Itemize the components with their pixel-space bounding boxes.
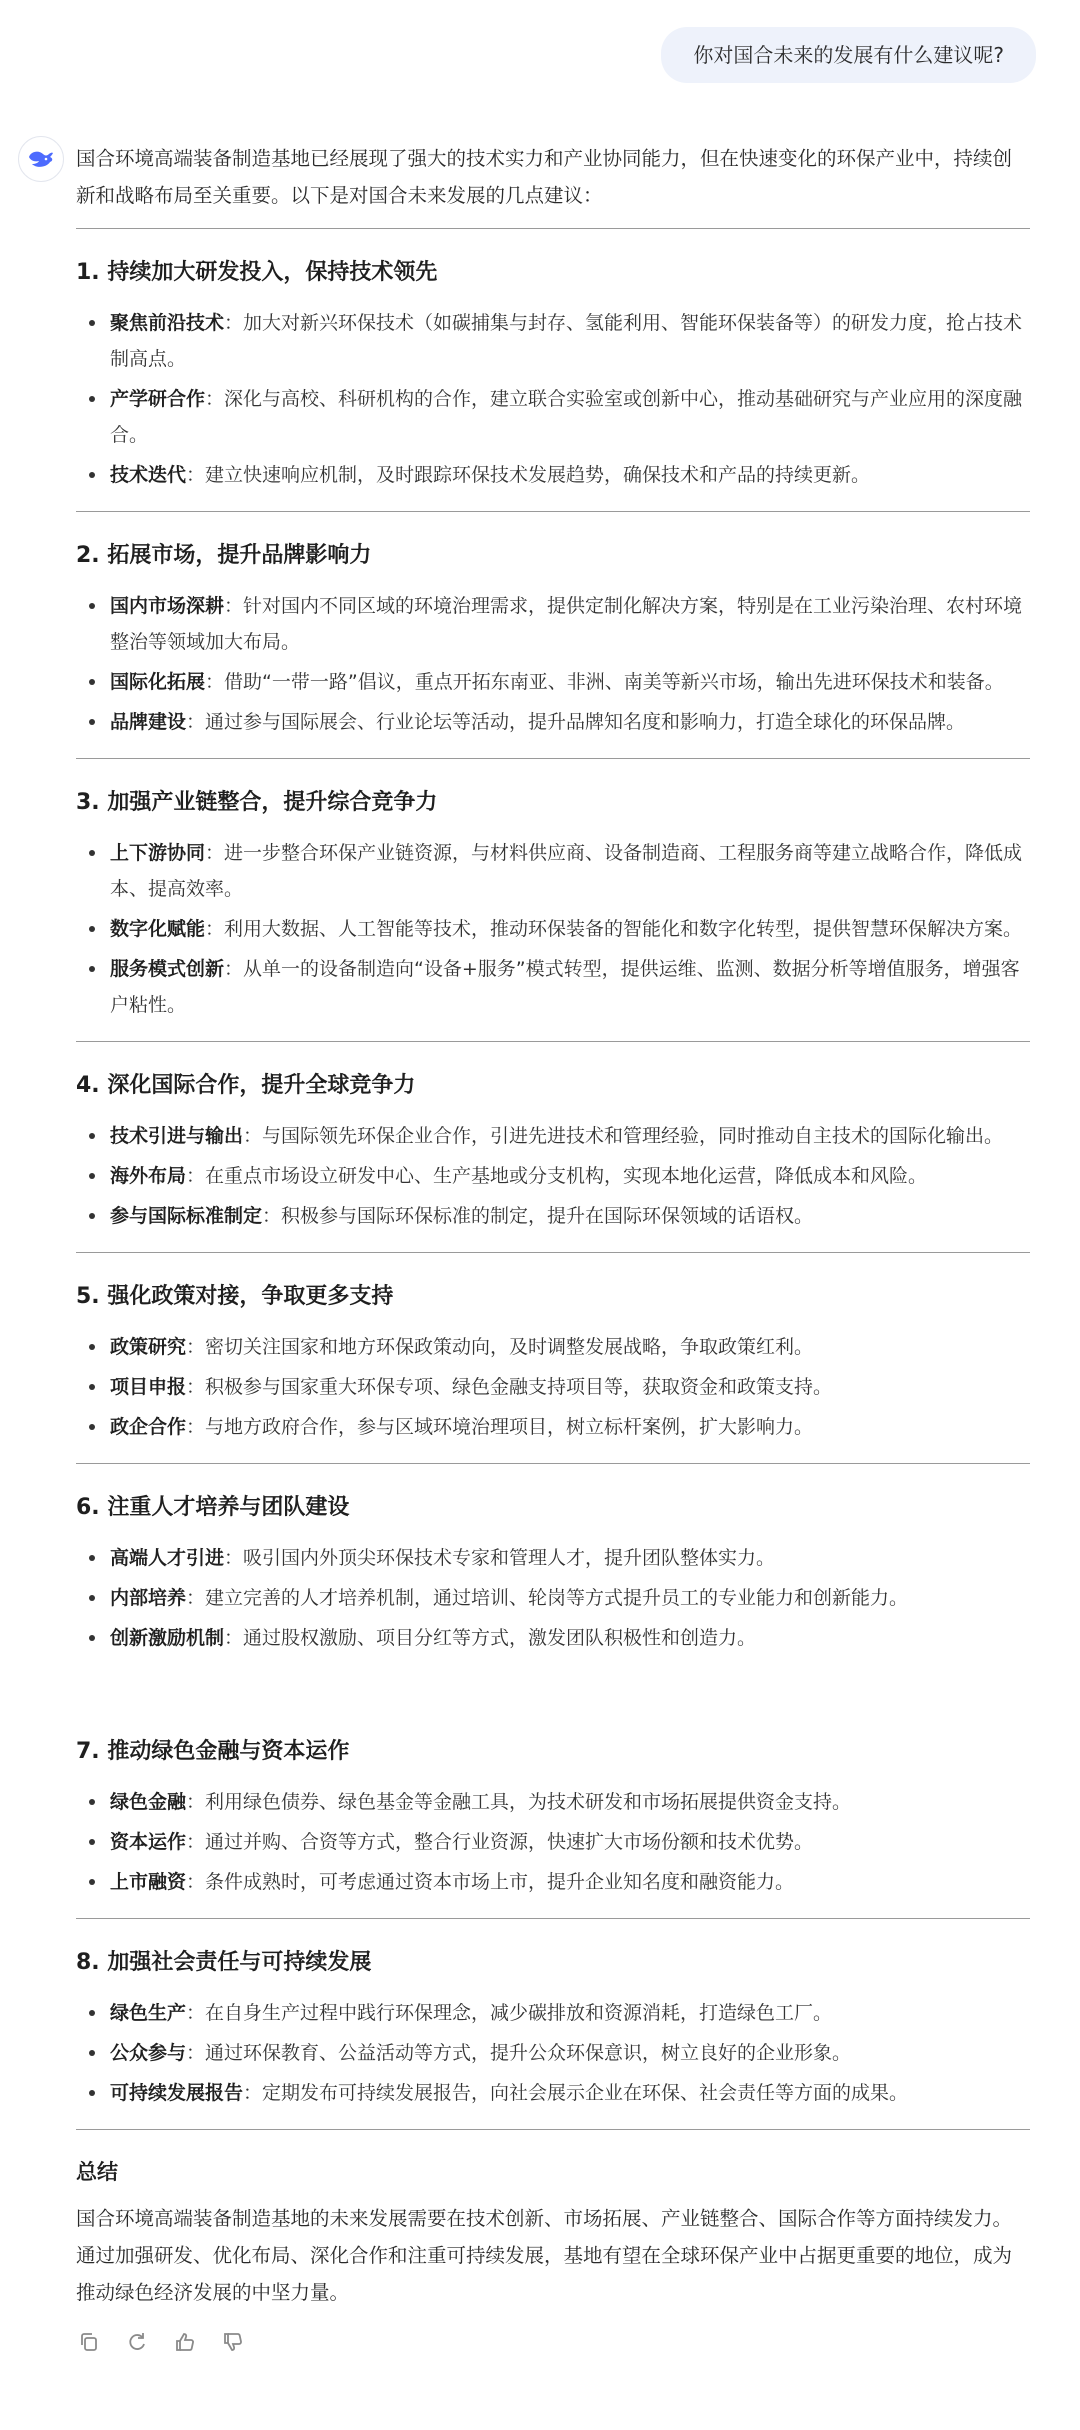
item-term: 数字化赋能 — [110, 918, 206, 940]
copy-icon[interactable] — [76, 2329, 102, 2355]
list-item — [76, 951, 1030, 1023]
item-text: ：在自身生产过程中践行环保理念，减少碳排放和资源消耗，打造绿色工厂。 — [186, 2002, 833, 2024]
item-term: 创新激励机制 — [110, 1627, 225, 1649]
item-term: 内部培养 — [110, 1587, 187, 1609]
list-item — [76, 305, 1030, 377]
item-term: 国内市场深耕 — [110, 595, 225, 617]
section-list — [76, 1540, 1030, 1656]
list-item — [76, 2075, 1030, 2111]
section-title: 8. 加强社会责任与可持续发展 — [76, 1950, 372, 1975]
list-item — [76, 1329, 1030, 1365]
list-item — [76, 1580, 1030, 1616]
item-term: 品牌建设 — [110, 711, 187, 733]
item-text: ：建立完善的人才培养机制，通过培训、轮岗等方式提升员工的专业能力和创新能力。 — [186, 1587, 909, 1609]
section-divider — [76, 2129, 1030, 2130]
section-list — [76, 305, 1030, 493]
list-item — [76, 911, 1030, 947]
item-text: ：条件成熟时，可考虑通过资本市场上市，提升企业知名度和融资能力。 — [186, 1871, 795, 1893]
item-text: ：通过并购、合资等方式，整合行业资源，快速扩大市场份额和技术优势。 — [186, 1831, 814, 1853]
assistant-response — [76, 140, 1030, 2355]
sections-container — [76, 228, 1030, 2130]
list-item — [76, 1158, 1030, 1194]
section-spacer — [76, 1674, 1030, 1708]
thumbs-up-icon[interactable] — [172, 2329, 198, 2355]
section-title: 6. 注重人才培养与团队建设 — [76, 1495, 350, 1520]
item-text: ：借助“一带一路”倡议，重点开拓东南亚、非洲、南美等新兴市场，输出先进环保技术和装备。 — [205, 671, 1004, 693]
item-text: ：积极参与国际环保标准的制定，提升在国际环保领域的话语权。 — [262, 1205, 814, 1227]
item-text: ：通过参与国际展会、行业论坛等活动，提升品牌知名度和影响力，打造全球化的环保品牌。 — [186, 711, 966, 733]
item-term: 政策研究 — [110, 1336, 187, 1358]
section-list — [76, 1995, 1030, 2111]
item-text: ：密切关注国家和地方环保政策动向，及时调整发展战略，争取政策红利。 — [186, 1336, 814, 1358]
response-intro: 国合环境高端装备制造基地已经展现了强大的技术实力和产业协同能力，但在快速变化的环保产业中，持续创新和战略布局至关重要。以下是对国合未来发展的几点建议： — [76, 147, 1013, 207]
list-item — [76, 1540, 1030, 1576]
whale-logo-icon — [27, 148, 55, 170]
assistant-avatar — [18, 136, 64, 182]
item-text: ：深化与高校、科研机构的合作，建立联合实验室或创新中心，推动基础研究与产业应用的深度融合。 — [110, 388, 1023, 446]
list-item — [76, 2035, 1030, 2071]
item-text: ：在重点市场设立研发中心、生产基地或分支机构，实现本地化运营，降低成本和风险。 — [186, 1165, 928, 1187]
list-item — [76, 835, 1030, 907]
item-term: 国际化拓展 — [110, 671, 206, 693]
list-item — [76, 1864, 1030, 1900]
item-term: 绿色金融 — [110, 1791, 187, 1813]
item-text: ：从单一的设备制造向“设备+服务”模式转型，提供运维、监测、数据分析等增值服务，增强客户粘性。 — [110, 958, 1020, 1016]
message-actions — [76, 2329, 1030, 2355]
item-term: 海外布局 — [110, 1165, 187, 1187]
item-term: 资本运作 — [110, 1831, 187, 1853]
item-text: ：通过股权激励、项目分红等方式，激发团队积极性和创造力。 — [224, 1627, 757, 1649]
item-text: ：利用绿色债券、绿色基金等金融工具，为技术研发和市场拓展提供资金支持。 — [186, 1791, 852, 1813]
item-term: 政企合作 — [110, 1416, 187, 1438]
thumbs-down-icon[interactable] — [220, 2329, 246, 2355]
item-text: ：与地方政府合作，参与区域环境治理项目，树立标杆案例，扩大影响力。 — [186, 1416, 814, 1438]
item-term: 参与国际标准制定 — [110, 1205, 263, 1227]
section-list — [76, 588, 1030, 740]
section-title: 3. 加强产业链整合，提升综合竞争力 — [76, 790, 438, 815]
item-text: ：通过环保教育、公益活动等方式，提升公众环保意识，树立良好的企业形象。 — [186, 2042, 852, 2064]
section-divider — [76, 1041, 1030, 1042]
list-item — [76, 588, 1030, 660]
section-divider — [76, 758, 1030, 759]
section-title: 4. 深化国际合作，提升全球竞争力 — [76, 1073, 416, 1098]
list-item — [76, 1369, 1030, 1405]
item-term: 高端人才引进 — [110, 1547, 225, 1569]
item-term: 产学研合作 — [110, 388, 206, 410]
item-text: ：针对国内不同区域的环境治理需求，提供定制化解决方案，特别是在工业污染治理、农村环境整治等领域加大布局。 — [110, 595, 1023, 653]
list-item — [76, 1409, 1030, 1445]
section-divider — [76, 1252, 1030, 1253]
section-title: 2. 拓展市场，提升品牌影响力 — [76, 543, 372, 568]
item-text: ：利用大数据、人工智能等技术，推动环保装备的智能化和数字化转型，提供智慧环保解决方案。 — [205, 918, 1023, 940]
section-title: 5. 强化政策对接，争取更多支持 — [76, 1284, 394, 1309]
section-divider — [76, 511, 1030, 512]
list-item — [76, 381, 1030, 453]
section-title: 7. 推动绿色金融与资本运作 — [76, 1739, 350, 1764]
section-divider — [76, 1918, 1030, 1919]
section-divider — [76, 1463, 1030, 1464]
list-item — [76, 1824, 1030, 1860]
section-divider — [76, 228, 1030, 229]
item-text: ：加大对新兴环保技术（如碳捕集与封存、氢能利用、智能环保装备等）的研发力度，抢占技术制高点。 — [110, 312, 1023, 370]
item-term: 上下游协同 — [110, 842, 206, 864]
item-term: 技术迭代 — [110, 464, 187, 486]
summary-text: 国合环境高端装备制造基地的未来发展需要在技术创新、市场拓展、产业链整合、国际合作等方面持续发力。通过加强研发、优化布局、深化合作和注重可持续发展，基地有望在全球环保产业中占据更重要的地位，成为推动绿色经济发展的中坚力量。 — [76, 2207, 1013, 2304]
user-message-bubble — [661, 27, 1036, 83]
item-term: 上市融资 — [110, 1871, 187, 1893]
list-item — [76, 457, 1030, 493]
item-term: 绿色生产 — [110, 2002, 187, 2024]
list-item — [76, 1784, 1030, 1820]
item-text: ：积极参与国家重大环保专项、绿色金融支持项目等，获取资金和政策支持。 — [186, 1376, 833, 1398]
item-term: 可持续发展报告 — [110, 2082, 244, 2104]
list-item — [76, 664, 1030, 700]
item-term: 技术引进与输出 — [110, 1125, 244, 1147]
user-message-text: 你对国合未来的发展有什么建议呢? — [693, 43, 1004, 67]
summary-title: 总结 — [76, 2160, 118, 2184]
list-item — [76, 1620, 1030, 1656]
list-item — [76, 704, 1030, 740]
item-term: 服务模式创新 — [110, 958, 225, 980]
list-item — [76, 1995, 1030, 2031]
item-text: ：建立快速响应机制，及时跟踪环保技术发展趋势，确保技术和产品的持续更新。 — [186, 464, 871, 486]
item-text: ：吸引国内外顶尖环保技术专家和管理人才，提升团队整体实力。 — [224, 1547, 776, 1569]
item-term: 聚焦前沿技术 — [110, 312, 225, 334]
item-text: ：定期发布可持续发展报告，向社会展示企业在环保、社会责任等方面的成果。 — [243, 2082, 909, 2104]
list-item — [76, 1198, 1030, 1234]
item-term: 公众参与 — [110, 2042, 187, 2064]
section-list — [76, 1329, 1030, 1445]
list-item — [76, 1118, 1030, 1154]
section-list — [76, 1118, 1030, 1234]
section-list — [76, 1784, 1030, 1900]
section-list — [76, 835, 1030, 1023]
section-title: 1. 持续加大研发投入，保持技术领先 — [76, 260, 438, 285]
item-text: ：进一步整合环保产业链资源，与材料供应商、设备制造商、工程服务商等建立战略合作，降低成本、提高效率。 — [110, 842, 1023, 900]
item-text: ：与国际领先环保企业合作，引进先进技术和管理经验，同时推动自主技术的国际化输出。 — [243, 1125, 1004, 1147]
regenerate-icon[interactable] — [124, 2329, 150, 2355]
item-term: 项目申报 — [110, 1376, 187, 1398]
